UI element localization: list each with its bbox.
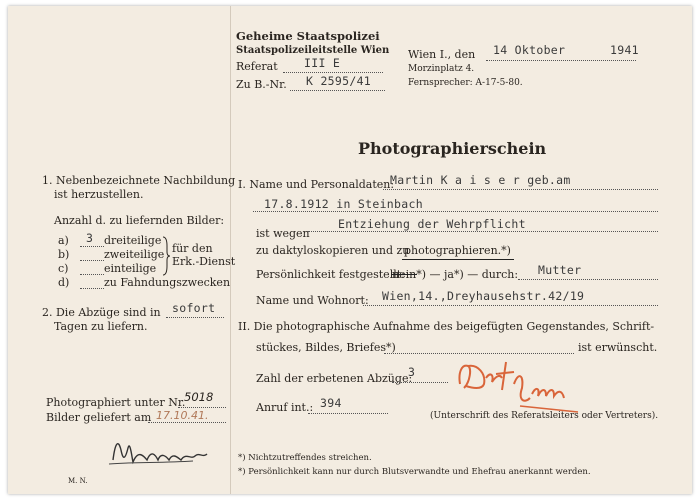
option-line <box>80 288 104 289</box>
phone-text: Fernsprecher: A-17-5-80. <box>408 78 523 88</box>
ref-no-line <box>290 90 385 91</box>
item2-value: sofort <box>172 301 216 315</box>
authority-name: Geheime Staatspolizei <box>236 29 380 43</box>
item2-line2: Tagen zu liefern. <box>54 320 148 333</box>
copies-line <box>392 382 448 383</box>
option-letter: a) <box>58 234 69 247</box>
brace-label: für den <box>172 242 213 255</box>
option-count: 3 <box>86 231 94 245</box>
item2-line1: 2. Die Abzüge sind in <box>42 306 161 319</box>
copies-label: Zahl der erbetenen Abzüge: <box>256 372 413 385</box>
call-line <box>308 413 388 414</box>
footnote-1: *) Nichtzutreffendes streichen. <box>238 453 372 463</box>
count-label: Anzahl d. zu liefernden Bilder: <box>54 214 225 227</box>
personality-line <box>518 279 658 280</box>
referat-label: Referat <box>236 60 278 73</box>
footnote-2: *) Persönlichkeit kann nur durch Blutsverwandte und Ehefrau anerkannt werden. <box>238 467 591 477</box>
delivered-label: Bilder geliefert am <box>46 411 152 424</box>
personality-options: nein*) — ja*) — durch: <box>392 268 519 281</box>
personality-value: Mutter <box>538 263 582 277</box>
strikethrough <box>391 274 417 275</box>
option-label: einteilige <box>104 262 157 275</box>
option-line <box>80 246 104 247</box>
name-value: Martin K a i s e r geb.am <box>390 173 571 187</box>
option-label: dreiteilige <box>104 234 162 247</box>
personality-label: Persönlichkeit festgestellt: <box>256 268 405 281</box>
option-label: zweiteilige <box>104 248 165 261</box>
item1-line1: 1. Nebenbezeichnete Nachbildung <box>42 174 236 187</box>
section2-line2: stückes, Bildes, Briefes*) <box>256 341 396 354</box>
address-line <box>363 305 658 306</box>
document-sheet <box>8 6 692 494</box>
section1-label: I. Name und Personaldaten: <box>238 178 395 191</box>
birth-value: 17.8.1912 in Steinbach <box>264 197 423 211</box>
option-letter: d) <box>58 276 70 289</box>
year-value: 1941 <box>610 43 639 57</box>
item1-line2: ist herzustellen. <box>54 188 144 201</box>
call-label: Anruf int.: <box>256 401 314 414</box>
purpose-text-1: zu daktyloskopieren und zu <box>256 244 410 257</box>
birth-line <box>253 211 658 212</box>
photographed-label: Photographiert unter Nr. <box>46 396 186 409</box>
option-letter: b) <box>58 248 70 261</box>
because-value: Entziehung der Wehrpflicht <box>338 217 526 231</box>
option-line <box>80 260 104 261</box>
option-label: zu Fahndungszwecken <box>104 276 231 289</box>
name-line <box>383 189 658 190</box>
item2-line <box>166 317 224 318</box>
document-title: Photographierschein <box>358 139 547 158</box>
because-line <box>308 231 658 232</box>
place-label: Wien I., den <box>408 48 476 61</box>
brace-label: Erk.-Dienst <box>172 255 236 268</box>
brace-icon <box>162 236 170 276</box>
date-value: 14 Oktober <box>493 43 566 57</box>
address-label: Name und Wohnort: <box>256 294 369 307</box>
because-label: ist wegen <box>256 227 310 240</box>
handwritten-signature-left <box>103 430 213 472</box>
date-line <box>486 60 636 61</box>
section2-line1: II. Die photographische Aufnahme des beigefügten Gegenstandes, Schrift- <box>238 320 655 333</box>
photographed-value: 5018 <box>184 390 214 404</box>
ref-no-value: K 2595/41 <box>306 74 372 88</box>
fold-line <box>230 6 231 494</box>
signature-caption: (Unterschrift des Referatsleiters oder Vertreters). <box>430 411 659 421</box>
initials: M. N. <box>68 477 88 485</box>
office-name: Staatspolizeileitstelle Wien <box>236 45 390 56</box>
copies-value: 3 <box>408 365 416 379</box>
ref-no-label: Zu B.-Nr. <box>236 78 287 91</box>
call-value: 394 <box>320 396 342 410</box>
purpose-text-2: photographieren.*) <box>404 244 511 257</box>
section2-end: ist erwünscht. <box>578 341 658 354</box>
option-line <box>80 274 104 275</box>
delivered-value: 17.10.41. <box>156 409 209 422</box>
delivered-line <box>148 422 226 423</box>
option-letter: c) <box>58 262 69 275</box>
address-text: Morzinplatz 4. <box>408 64 475 74</box>
address-value: Wien,14.,Dreyhausehstr.42/19 <box>382 289 585 303</box>
referat-value: III E <box>304 56 341 70</box>
red-signature <box>454 354 584 416</box>
purpose-underline <box>402 259 514 260</box>
referat-line <box>283 72 383 73</box>
photographed-line <box>178 407 226 408</box>
